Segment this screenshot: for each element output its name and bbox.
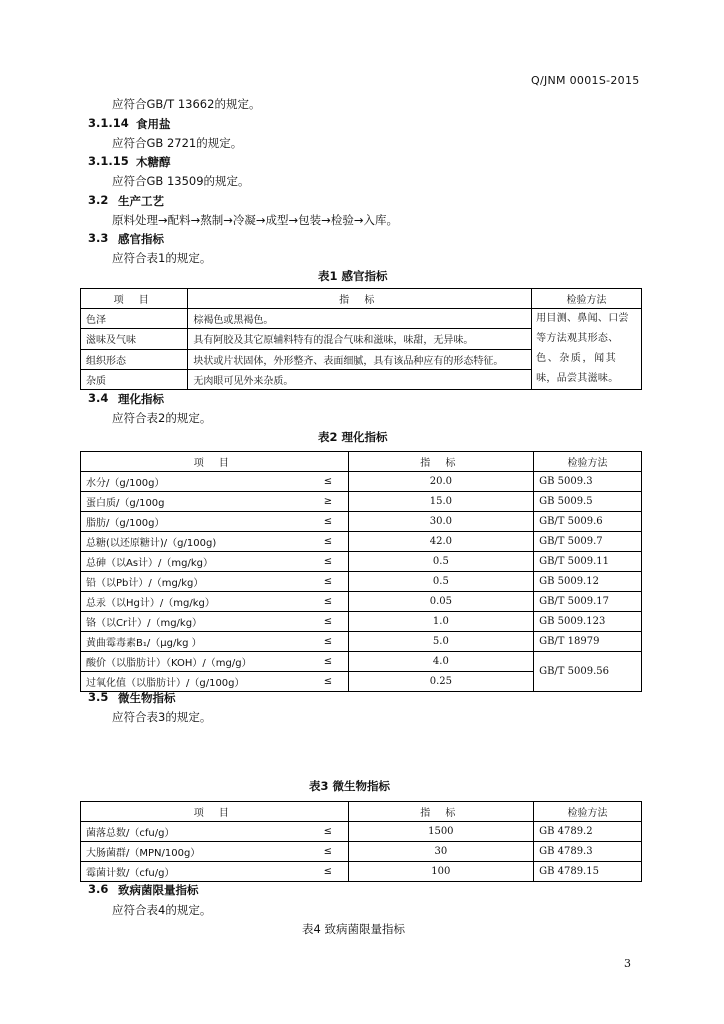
item-cell: 酸价（以脂肪计）（KOH）/（mg/g） (81, 652, 309, 672)
section-title: 微生物指标 (118, 691, 176, 705)
method-cell: GB 4789.3 (534, 842, 642, 862)
microbiological-table (80, 801, 642, 882)
item-cell: 组织形态 (81, 349, 188, 369)
item-cell: 菌落总数/（cfu/g） (81, 822, 309, 842)
section-number: 3.2 (88, 193, 109, 207)
table-row (81, 862, 642, 882)
section-number: 3.1.15 (88, 154, 129, 168)
value-cell: 0.25 (348, 672, 533, 692)
table-header: 检验方法 (532, 289, 642, 309)
operator-cell: ≤ (308, 612, 348, 632)
paragraph: 应符合表4的规定。 (112, 903, 212, 917)
table-row (81, 632, 642, 652)
value-cell: 42.0 (348, 532, 533, 552)
method-cell: GB/T 5009.6 (534, 512, 642, 532)
item-cell: 滋味及气味 (81, 329, 188, 349)
table-caption: 表4 致病菌限量指标 (302, 922, 405, 936)
method-cell: GB 4789.15 (534, 862, 642, 882)
method-cell: GB/T 18979 (534, 632, 642, 652)
table-row (81, 592, 642, 612)
table-row (81, 309, 642, 329)
section-title: 生产工艺 (118, 194, 164, 208)
item-cell: 蛋白质/（g/100g (81, 492, 309, 512)
paragraph: 应符合表3的规定。 (112, 710, 212, 724)
section-number: 3.6 (88, 882, 109, 896)
item-cell: 过氧化值（以脂肪计）/（g/100g） (81, 672, 309, 692)
item-cell: 色泽 (81, 309, 188, 329)
item-cell: 黄曲霉毒素B₁/（μg/kg ） (81, 632, 309, 652)
method-line: 用目测、鼻闻、口尝 (536, 313, 629, 324)
table-row (81, 612, 642, 632)
method-cell: GB/T 5009.17 (534, 592, 642, 612)
paragraph: 应符合表2的规定。 (112, 411, 212, 425)
section-number: 3.5 (88, 690, 109, 704)
operator-cell: ≤ (308, 842, 348, 862)
section-number: 3.4 (88, 391, 109, 405)
requirement-cell: 无肉眼可见外来杂质。 (188, 369, 532, 389)
value-cell: 100 (348, 862, 534, 882)
method-cell: GB/T 5009.56 (534, 652, 642, 692)
method-cell: GB/T 5009.7 (534, 532, 642, 552)
section-title: 致病菌限量指标 (118, 883, 199, 897)
table-header: 项 目 (81, 452, 349, 472)
value-cell: 20.0 (348, 472, 533, 492)
value-cell: 0.5 (348, 552, 533, 572)
table-row (81, 512, 642, 532)
operator-cell: ≥ (308, 492, 348, 512)
method-line: 色、杂质，闻其 (536, 353, 618, 364)
requirement-cell: 块状或片状固体，外形整齐、表面细腻，具有该品种应有的形态特征。 (188, 349, 532, 369)
section-number: 3.1.14 (88, 116, 129, 130)
method-cell (532, 309, 642, 390)
value-cell: 1500 (348, 822, 534, 842)
table-header: 检验方法 (534, 802, 642, 822)
operator-cell: ≤ (308, 552, 348, 572)
operator-cell: ≤ (308, 532, 348, 552)
table-row (81, 652, 642, 672)
sensory-table (80, 288, 642, 390)
item-cell: 总糖(以还原糖计)/（g/100g) (81, 532, 309, 552)
item-cell: 大肠菌群/（MPN/100g） (81, 842, 309, 862)
value-cell: 0.5 (348, 572, 533, 592)
item-cell: 铬（以Cr计）/（mg/kg） (81, 612, 309, 632)
operator-cell: ≤ (308, 862, 348, 882)
table-row (81, 492, 642, 512)
section-title: 食用盐 (136, 117, 171, 131)
operator-cell: ≤ (308, 672, 348, 692)
table-row (81, 472, 642, 492)
operator-cell: ≤ (308, 632, 348, 652)
table-header: 检验方法 (534, 452, 642, 472)
method-cell: GB/T 5009.11 (534, 552, 642, 572)
method-cell: GB 5009.5 (534, 492, 642, 512)
operator-cell: ≤ (308, 472, 348, 492)
value-cell: 5.0 (348, 632, 533, 652)
section-title: 木糖醇 (136, 155, 171, 169)
physicochemical-table (80, 451, 642, 692)
method-line: 等方法观其形态、 (536, 333, 619, 344)
item-cell: 霉菌计数/（cfu/g） (81, 862, 309, 882)
method-cell: GB 5009.3 (534, 472, 642, 492)
method-cell: GB 4789.2 (534, 822, 642, 842)
table-header: 指 标 (348, 452, 533, 472)
table-row (81, 572, 642, 592)
table-header: 项 目 (81, 802, 349, 822)
table-caption: 表2 理化指标 (318, 430, 388, 444)
item-cell: 铅（以Pb计）/（mg/kg） (81, 572, 309, 592)
operator-cell: ≤ (308, 512, 348, 532)
section-number: 3.3 (88, 231, 109, 245)
table-header: 项 目 (81, 289, 188, 309)
table-header: 指 标 (348, 802, 534, 822)
value-cell: 0.05 (348, 592, 533, 612)
standard-number: Q/JNM 0001S-2015 (531, 74, 640, 87)
requirement-cell: 棕褐色或黑褐色。 (188, 309, 532, 329)
item-cell: 总砷（以As计）/（mg/kg） (81, 552, 309, 572)
table-header: 指 标 (188, 289, 532, 309)
value-cell: 4.0 (348, 652, 533, 672)
section-title: 感官指标 (118, 232, 164, 246)
value-cell: 30.0 (348, 512, 533, 532)
value-cell: 30 (348, 842, 534, 862)
paragraph: 应符合GB/T 13662的规定。 (112, 97, 261, 111)
process-flow: 原料处理→配料→熬制→冷凝→成型→包装→检验→入库。 (112, 213, 398, 227)
table-row (81, 822, 642, 842)
operator-cell: ≤ (308, 592, 348, 612)
table-row (81, 532, 642, 552)
paragraph: 应符合GB 13509的规定。 (112, 174, 250, 188)
operator-cell: ≤ (308, 652, 348, 672)
paragraph: 应符合GB 2721的规定。 (112, 136, 243, 150)
requirement-cell: 具有阿胶及其它原辅料特有的混合气味和滋味，味甜，无异味。 (188, 329, 532, 349)
paragraph: 应符合表1的规定。 (112, 251, 212, 265)
table-row (81, 842, 642, 862)
table-caption: 表3 微生物指标 (309, 779, 391, 793)
table-caption: 表1 感官指标 (318, 269, 388, 283)
page-number: 3 (624, 957, 631, 970)
operator-cell: ≤ (308, 822, 348, 842)
method-cell: GB 5009.123 (534, 612, 642, 632)
operator-cell: ≤ (308, 572, 348, 592)
method-line: 味，品尝其滋味。 (536, 373, 619, 384)
table-row (81, 552, 642, 572)
item-cell: 总汞（以Hg计）/（mg/kg） (81, 592, 309, 612)
value-cell: 15.0 (348, 492, 533, 512)
item-cell: 杂质 (81, 369, 188, 389)
value-cell: 1.0 (348, 612, 533, 632)
item-cell: 水分/（g/100g） (81, 472, 309, 492)
section-title: 理化指标 (118, 392, 164, 406)
item-cell: 脂肪/（g/100g） (81, 512, 309, 532)
method-cell: GB 5009.12 (534, 572, 642, 592)
